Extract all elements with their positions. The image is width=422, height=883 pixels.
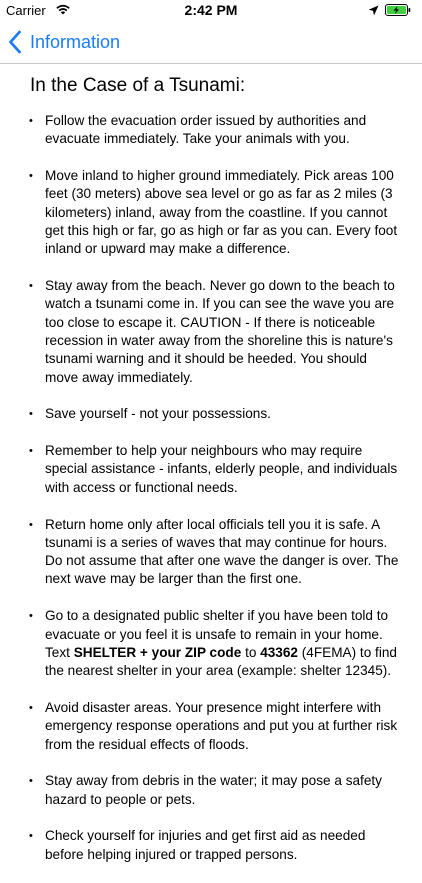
tsunami-guidance-list: [0, 112, 422, 883]
bullet: •: [29, 115, 33, 127]
sms-keyword: SHELTER + your ZIP code: [73, 644, 242, 660]
bullet: •: [29, 280, 33, 293]
list-item-text: Move inland to higher ground immediately. Pick areas 100 feet (30 meters) above sea level or go as far as 2 miles (3 kilometers) inland, away from the coastline. If you cannot get this high or far, go as high or far as you can. Every foot inland or upward may make a difference.: [45, 168, 398, 257]
bullet: •: [29, 775, 33, 788]
list-item: [0, 607, 422, 680]
bullet: •: [29, 830, 33, 843]
bullet: •: [29, 408, 33, 421]
list-item-text: Remember to help your neighbours who may require special assistance - infants, elderly people, and individuals with access or functional needs.: [45, 443, 398, 495]
battery-charging-icon: [385, 4, 411, 16]
status-time: 2:42 PM: [184, 2, 238, 18]
bullet: •: [29, 610, 33, 623]
list-item: [0, 516, 422, 589]
list-item: [0, 827, 422, 864]
page-title: In the Case of a Tsunami:: [30, 75, 246, 96]
list-item-text: Stay away from debris in the water; it may pose a safety hazard to people or pets.: [45, 773, 382, 807]
list-item: [0, 112, 422, 149]
list-item-text-part: to: [241, 644, 261, 660]
list-item-text: Return home only after local officials tell you it is safe. A tsunami is a series of waves that may continue for hours. Do not assume that after one wave the danger is over. The next wave may be larger than the first one.: [45, 516, 399, 587]
navigation-bar: [0, 20, 422, 64]
location-arrow-icon: [368, 4, 379, 15]
carrier-label: Carrier: [6, 3, 46, 18]
list-item-text-part: Go to a designated public shelter if you have been told to evacuate or you feel it is unsafe to remain in your home. Text: [45, 608, 389, 660]
list-item: [0, 442, 422, 497]
list-item: [0, 772, 422, 809]
bullet: •: [29, 445, 33, 458]
bullet: •: [29, 170, 33, 183]
chevron-left-icon: [8, 30, 22, 54]
content-scroll-area[interactable]: [0, 64, 422, 862]
list-item-text: Stay away from the beach. Never go down to the beach to watch a tsunami come in. If you can see the wave you are too close to escape it. CAUTION - If there is noticeable recession in water away from the shoreline this is nature's tsunami warning and it should be heeded. You should move away immediately.: [45, 278, 395, 385]
sms-number: 43362: [260, 644, 298, 660]
back-button-label: Information: [30, 31, 121, 52]
list-item-text: Save yourself - not your possessions.: [45, 406, 271, 422]
list-item: [0, 277, 422, 387]
status-bar: [0, 0, 422, 20]
list-item-text: Check yourself for injuries and get first aid as needed before helping injured or trapped persons.: [45, 828, 366, 862]
bullet: •: [29, 518, 33, 531]
list-item-text: Follow the evacuation order issued by authorities and evacuate immediately. Take your animals with you.: [45, 113, 367, 147]
list-item-text: [45, 608, 397, 678]
list-item-text-part: (4FEMA) to find the nearest shelter in your area (example: shelter 12345).: [45, 644, 397, 679]
list-item: [0, 167, 422, 258]
list-item: [0, 699, 422, 754]
list-item-text: Avoid disaster areas. Your presence might interfere with emergency response operations and put you at further risk from the residual effects of floods.: [45, 699, 398, 752]
back-button[interactable]: [8, 20, 120, 64]
bullet: •: [29, 701, 33, 714]
list-item: [0, 405, 422, 423]
